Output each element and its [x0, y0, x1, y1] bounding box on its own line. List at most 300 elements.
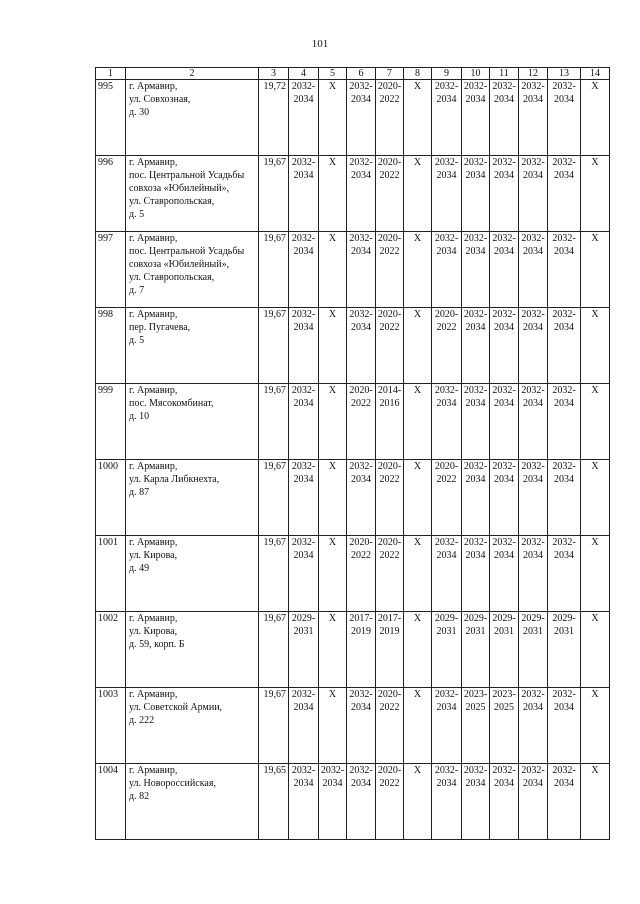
period-text: 2022 [379, 322, 400, 333]
period-text: 2032- [521, 309, 545, 320]
address-line: д. 5 [129, 335, 145, 346]
period-cell-col-4 [289, 80, 319, 156]
period-text: 2034 [523, 94, 543, 105]
address-line: ул. Новороссийская, [129, 778, 216, 789]
period-text: Х [328, 613, 337, 624]
period-text: 2034 [465, 322, 486, 333]
period-text: 2032- [291, 309, 316, 320]
table-row [96, 536, 610, 612]
period-cell-col-14 [581, 156, 610, 232]
address-line: пос. Центральной Усадьбы [129, 246, 245, 257]
period-text: 2022 [379, 94, 400, 105]
period-text: 2034 [494, 398, 514, 409]
period-text: Х [413, 157, 422, 168]
value-cell: 19,67 [259, 688, 289, 764]
period-text: Х [328, 537, 337, 548]
period-cell-col-8 [404, 612, 432, 688]
column-number-4: 4 [289, 68, 319, 80]
period-text: 2025 [494, 702, 514, 713]
period-text: 2032- [434, 233, 459, 244]
address-line: пос. Мясокомбинат, [129, 398, 214, 409]
value-cell: 19,67 [259, 460, 289, 536]
period-cell-col-11 [490, 80, 519, 156]
period-text: 2022 [351, 398, 371, 409]
period-text: 2020- [349, 385, 373, 396]
period-text: 2032- [552, 537, 576, 548]
period-cell-col-14 [581, 460, 610, 536]
address-line: г. Армавир, [129, 157, 178, 168]
schedule-table [95, 67, 610, 840]
page-number: 101 [311, 38, 329, 50]
period-cell-col-13 [548, 460, 581, 536]
period-text: 2034 [436, 398, 457, 409]
period-text: 2034 [523, 702, 543, 713]
period-text: 2029- [492, 613, 516, 624]
period-cell-col-6 [347, 232, 376, 308]
period-text: 2034 [436, 778, 457, 789]
period-text: 2022 [379, 550, 400, 561]
column-number-row [96, 68, 610, 80]
period-cell-col-10 [462, 232, 490, 308]
period-text: Х [413, 309, 422, 320]
period-cell-col-6 [347, 612, 376, 688]
address-line: д. 82 [129, 791, 150, 802]
period-text: 2034 [351, 474, 371, 485]
column-number-8: 8 [404, 68, 432, 80]
period-cell-col-4 [289, 308, 319, 384]
period-text: 2014- [377, 385, 402, 396]
period-text: 2034 [554, 398, 574, 409]
period-cell-col-10 [462, 156, 490, 232]
period-text: 2034 [523, 322, 543, 333]
period-text: 2034 [293, 322, 314, 333]
address-line: д. 49 [129, 563, 150, 574]
period-cell-col-10 [462, 308, 490, 384]
period-text: 2031 [523, 626, 543, 637]
period-text: 2032- [291, 765, 316, 776]
period-cell-col-13 [548, 688, 581, 764]
period-text: 2032- [521, 157, 545, 168]
period-cell-col-8 [404, 384, 432, 460]
column-number-9: 9 [432, 68, 462, 80]
period-text: 2029- [521, 613, 545, 624]
period-cell-col-7 [376, 80, 404, 156]
period-cell-col-11 [490, 764, 519, 840]
row-number: 1003 [96, 688, 126, 764]
period-cell-col-11 [490, 308, 519, 384]
period-text: 2034 [465, 94, 486, 105]
column-number-13: 13 [548, 68, 581, 80]
period-cell-col-9 [432, 536, 462, 612]
period-cell-col-12 [519, 688, 548, 764]
period-text: 2025 [465, 702, 486, 713]
period-cell-col-10 [462, 688, 490, 764]
period-text: 2034 [554, 550, 574, 561]
period-cell-col-8 [404, 308, 432, 384]
period-text: 2017- [349, 613, 373, 624]
period-text: Х [328, 461, 337, 472]
address-line: д. 87 [129, 487, 150, 498]
value-cell: 19,67 [259, 232, 289, 308]
column-number-1: 1 [96, 68, 126, 80]
period-text: 2034 [554, 778, 574, 789]
period-text: 2032- [552, 689, 576, 700]
period-cell-col-4 [289, 156, 319, 232]
period-text: 2029- [291, 613, 316, 624]
period-text: 2032- [349, 689, 373, 700]
period-cell-col-9 [432, 156, 462, 232]
period-text: 2032- [434, 385, 459, 396]
period-cell-col-9 [432, 764, 462, 840]
period-cell-col-5 [319, 460, 347, 536]
period-text: 2032- [434, 765, 459, 776]
period-cell-col-4 [289, 536, 319, 612]
period-text: 2032- [320, 765, 345, 776]
period-text: 2031 [436, 626, 457, 637]
period-text: 2032- [434, 81, 459, 92]
period-text: 2034 [436, 550, 457, 561]
row-number: 996 [96, 156, 126, 232]
address-line: г. Армавир, [129, 309, 178, 320]
table-row [96, 384, 610, 460]
period-text: 2034 [465, 550, 486, 561]
address-line: г. Армавир, [129, 689, 178, 700]
period-text: 2034 [293, 170, 314, 181]
column-number-7: 7 [376, 68, 404, 80]
period-cell-col-4 [289, 612, 319, 688]
period-text: 2034 [436, 246, 457, 257]
period-cell-col-14 [581, 232, 610, 308]
period-cell-col-8 [404, 156, 432, 232]
row-number: 1001 [96, 536, 126, 612]
period-cell-col-8 [404, 460, 432, 536]
period-text: 2017- [377, 613, 402, 624]
period-cell-col-14 [581, 536, 610, 612]
period-text: 2034 [465, 398, 486, 409]
period-cell-col-14 [581, 308, 610, 384]
period-text: 2034 [494, 322, 514, 333]
period-text: 2032- [291, 689, 316, 700]
row-number: 997 [96, 232, 126, 308]
period-text: 2032- [492, 309, 516, 320]
period-cell-col-11 [490, 460, 519, 536]
period-cell-col-7 [376, 156, 404, 232]
period-text: 2032- [492, 537, 516, 548]
period-text: 2032- [291, 461, 316, 472]
table-row [96, 232, 610, 308]
period-cell-col-14 [581, 80, 610, 156]
period-cell-col-7 [376, 688, 404, 764]
address-cell [126, 156, 259, 232]
period-text: Х [413, 689, 422, 700]
period-text: Х [413, 461, 422, 472]
table-row [96, 460, 610, 536]
address-line: г. Армавир, [129, 385, 178, 396]
period-cell-col-9 [432, 688, 462, 764]
period-cell-col-11 [490, 384, 519, 460]
period-text: 2032- [552, 81, 576, 92]
row-number: 1002 [96, 612, 126, 688]
period-cell-col-4 [289, 688, 319, 764]
period-text: 2029- [463, 613, 488, 624]
period-cell-col-14 [581, 764, 610, 840]
address-line: д. 30 [129, 107, 150, 118]
period-text: 2034 [293, 246, 314, 257]
address-line: г. Армавир, [129, 233, 178, 244]
period-text: 2034 [523, 550, 543, 561]
period-cell-col-5 [319, 688, 347, 764]
period-text: Х [413, 537, 422, 548]
period-text: 2032- [349, 81, 373, 92]
period-cell-col-10 [462, 764, 490, 840]
period-text: 2029- [552, 613, 576, 624]
period-cell-col-10 [462, 80, 490, 156]
period-text: 2034 [465, 778, 486, 789]
period-text: 2022 [351, 550, 371, 561]
period-text: 2034 [351, 94, 371, 105]
period-text: 2034 [351, 170, 371, 181]
period-text: 2020- [377, 537, 402, 548]
table-row [96, 308, 610, 384]
period-text: Х [328, 157, 337, 168]
period-text: 2032- [521, 461, 545, 472]
period-text: 2034 [293, 474, 314, 485]
period-cell-col-9 [432, 384, 462, 460]
period-cell-col-5 [319, 308, 347, 384]
row-number: 998 [96, 308, 126, 384]
period-text: Х [591, 613, 599, 624]
period-cell-col-8 [404, 764, 432, 840]
period-cell-col-6 [347, 460, 376, 536]
address-cell [126, 612, 259, 688]
period-cell-col-7 [376, 536, 404, 612]
period-cell-col-12 [519, 156, 548, 232]
column-number-11: 11 [490, 68, 519, 80]
period-cell-col-13 [548, 232, 581, 308]
period-text: 2022 [379, 170, 400, 181]
row-number: 1000 [96, 460, 126, 536]
period-cell-col-8 [404, 232, 432, 308]
period-text: 2034 [554, 246, 574, 257]
value-cell: 19,67 [259, 156, 289, 232]
period-cell-col-8 [404, 688, 432, 764]
column-number-2: 2 [126, 68, 259, 80]
period-text: 2019 [379, 626, 400, 637]
address-line: пос. Центральной Усадьбы [129, 170, 245, 181]
period-text: 2032- [349, 233, 373, 244]
period-cell-col-14 [581, 688, 610, 764]
address-line: д. 10 [129, 411, 150, 422]
period-text: 2020- [349, 537, 373, 548]
period-text: 2034 [293, 702, 314, 713]
value-cell: 19,67 [259, 308, 289, 384]
address-cell [126, 688, 259, 764]
period-text: 2032- [463, 765, 488, 776]
period-text: 2023- [463, 689, 488, 700]
period-cell-col-7 [376, 384, 404, 460]
period-cell-col-6 [347, 536, 376, 612]
period-text: 2032- [521, 537, 545, 548]
period-cell-col-6 [347, 688, 376, 764]
period-cell-col-9 [432, 460, 462, 536]
period-text: 2032- [291, 537, 316, 548]
address-cell [126, 308, 259, 384]
period-text: 2034 [494, 778, 514, 789]
period-text: 2034 [554, 474, 574, 485]
period-text: 2034 [494, 246, 514, 257]
column-number-12: 12 [519, 68, 548, 80]
period-text: Х [591, 537, 599, 548]
period-cell-col-13 [548, 80, 581, 156]
period-text: 2023- [492, 689, 516, 700]
period-text: 2022 [379, 702, 400, 713]
period-cell-col-5 [319, 764, 347, 840]
period-text: Х [591, 765, 599, 776]
period-text: 2032- [552, 157, 576, 168]
value-cell: 19,67 [259, 384, 289, 460]
period-text: 2032- [492, 157, 516, 168]
period-cell-col-13 [548, 536, 581, 612]
address-cell [126, 80, 259, 156]
period-text: 2019 [351, 626, 371, 637]
period-text: Х [413, 233, 422, 244]
period-text: Х [328, 689, 337, 700]
address-line: ул. Карла Либкнехта, [129, 474, 220, 485]
column-number-5: 5 [319, 68, 347, 80]
period-text: 2034 [494, 94, 514, 105]
address-cell [126, 536, 259, 612]
value-cell: 19,67 [259, 612, 289, 688]
period-cell-col-13 [548, 156, 581, 232]
address-line: д. 7 [129, 285, 145, 296]
period-text: 2032- [463, 537, 488, 548]
period-cell-col-7 [376, 308, 404, 384]
address-line: д. 59, корп. Б [129, 639, 185, 650]
period-text: 2034 [436, 94, 457, 105]
period-text: Х [591, 385, 599, 396]
row-number: 999 [96, 384, 126, 460]
address-cell [126, 764, 259, 840]
period-text: 2022 [379, 474, 400, 485]
period-text: 2032- [291, 385, 316, 396]
period-text: Х [591, 309, 599, 320]
period-text: 2032- [521, 81, 545, 92]
period-text: 2022 [379, 778, 400, 789]
period-text: 2034 [494, 550, 514, 561]
period-text: 2034 [465, 474, 486, 485]
value-cell: 19,67 [259, 536, 289, 612]
period-cell-col-8 [404, 80, 432, 156]
period-text: Х [328, 385, 337, 396]
column-number-10: 10 [462, 68, 490, 80]
period-cell-col-9 [432, 232, 462, 308]
period-cell-col-7 [376, 460, 404, 536]
period-text: 2032- [521, 689, 545, 700]
period-text: 2032- [463, 233, 488, 244]
address-cell [126, 232, 259, 308]
table-row [96, 688, 610, 764]
period-text: Х [328, 233, 337, 244]
period-cell-col-13 [548, 384, 581, 460]
period-text: 2034 [523, 246, 543, 257]
period-text: Х [328, 81, 337, 92]
period-cell-col-13 [548, 764, 581, 840]
period-cell-col-4 [289, 232, 319, 308]
table-row [96, 156, 610, 232]
address-line: д. 222 [129, 715, 155, 726]
period-text: 2032- [463, 157, 488, 168]
period-text: 2034 [523, 398, 543, 409]
period-text: 2032- [521, 385, 545, 396]
period-cell-col-12 [519, 80, 548, 156]
period-cell-col-12 [519, 460, 548, 536]
period-text: 2034 [523, 170, 543, 181]
period-cell-col-11 [490, 612, 519, 688]
period-text: 2034 [554, 94, 574, 105]
period-cell-col-12 [519, 612, 548, 688]
period-text: 2034 [293, 94, 314, 105]
period-cell-col-11 [490, 536, 519, 612]
period-cell-col-4 [289, 764, 319, 840]
period-text: 2031 [554, 626, 574, 637]
period-cell-col-11 [490, 232, 519, 308]
address-line: г. Армавир, [129, 613, 178, 624]
period-text: 2034 [436, 170, 457, 181]
period-text: Х [591, 461, 599, 472]
address-line: совхоза «Юбилейный», [129, 259, 230, 270]
period-cell-col-5 [319, 384, 347, 460]
period-text: Х [591, 157, 599, 168]
period-text: 2032- [349, 157, 373, 168]
period-text: 2032- [521, 233, 545, 244]
period-cell-col-12 [519, 232, 548, 308]
period-text: 2034 [436, 702, 457, 713]
period-text: Х [591, 81, 599, 92]
period-text: Х [413, 385, 422, 396]
period-text: 2032- [492, 765, 516, 776]
period-text: 2032- [492, 461, 516, 472]
period-text: 2020- [377, 461, 402, 472]
period-cell-col-8 [404, 536, 432, 612]
period-text: 2034 [293, 550, 314, 561]
period-text: 2032- [349, 765, 373, 776]
period-text: 2034 [351, 246, 371, 257]
period-cell-col-5 [319, 232, 347, 308]
period-cell-col-4 [289, 384, 319, 460]
period-text: 2031 [494, 626, 514, 637]
period-text: 2034 [554, 322, 574, 333]
period-text: Х [591, 689, 599, 700]
table-row [96, 80, 610, 156]
period-cell-col-6 [347, 156, 376, 232]
address-line: г. Армавир, [129, 461, 178, 472]
address-line: ул. Ставропольская, [129, 196, 215, 207]
period-text: 2016 [379, 398, 400, 409]
period-text: 2032- [349, 461, 373, 472]
address-line: д. 5 [129, 209, 145, 220]
period-cell-col-5 [319, 80, 347, 156]
period-cell-col-12 [519, 384, 548, 460]
period-text: Х [413, 765, 422, 776]
period-text: 2032- [552, 385, 576, 396]
period-cell-col-9 [432, 80, 462, 156]
period-text: 2020- [377, 233, 402, 244]
period-cell-col-4 [289, 460, 319, 536]
period-text: 2020- [377, 689, 402, 700]
period-text: 2034 [293, 778, 314, 789]
period-text: 2032- [291, 233, 316, 244]
period-cell-col-5 [319, 156, 347, 232]
